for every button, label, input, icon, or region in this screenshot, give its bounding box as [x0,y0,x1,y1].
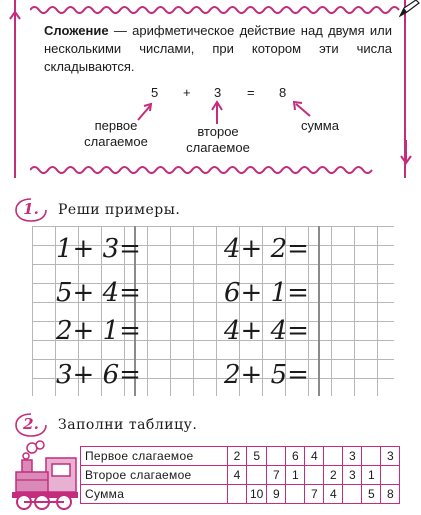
table-cell[interactable]: 7 [305,485,324,504]
label-first-addend: первое слагаемое [84,118,148,149]
task2-title: Заполни таблицу. [58,417,198,433]
table-cell[interactable]: 4 [305,447,324,466]
table-row-first-addend [81,447,400,466]
exercise-left-4: 3+ 6= [56,360,141,390]
task1-number: 1. [23,200,39,218]
table-cell[interactable] [267,447,286,466]
example-plus-sign: + [183,85,191,100]
table-cell[interactable]: 1 [286,466,305,485]
table-cell[interactable]: 7 [267,466,286,485]
example-equals-sign: = [247,85,255,100]
exercise-left-3: 2+ 1= [56,316,141,346]
table-cell[interactable] [247,466,267,485]
table-cell[interactable] [343,485,362,504]
table-cell[interactable]: 3 [381,447,400,466]
table-cell[interactable]: 8 [381,485,400,504]
arrow-down-icon [399,140,413,166]
table-cell[interactable]: 9 [267,485,286,504]
table-cell[interactable] [362,447,381,466]
definition-term: Сложение [44,23,109,38]
table-cell[interactable] [305,466,324,485]
table-row-second-addend [81,466,400,485]
table-cell[interactable] [381,466,400,485]
task2-number: 2. [23,415,39,433]
exercise-right-2: 6+ 1= [224,278,309,308]
row-label: Первое слагаемое [81,447,228,466]
table-cell[interactable]: 1 [362,466,381,485]
table-row-sum [81,485,400,504]
table-cell[interactable]: 5 [247,447,267,466]
fill-table [80,446,400,504]
table-cell[interactable]: 4 [324,485,343,504]
example-addend-1: 5 [151,85,159,100]
pencil-icon [398,0,420,18]
example-sum: 8 [279,85,287,100]
table-cell[interactable]: 2 [324,466,343,485]
table-cell[interactable] [324,447,343,466]
bottom-wavy-border [30,164,380,176]
label-second-addend: второе слагаемое [186,124,250,155]
example-addend-2: 3 [214,85,222,100]
exercise-right-4: 2+ 5= [224,360,309,390]
task1-title: Реши примеры. [58,202,181,218]
table-cell[interactable]: 4 [228,466,247,485]
table-cell[interactable] [286,485,305,504]
definition-text [44,22,392,76]
exercise-right-3: 4+ 4= [224,316,309,346]
table-cell[interactable]: 10 [247,485,267,504]
exercise-left-2: 5+ 4= [56,278,141,308]
train-icon [8,440,80,512]
top-wavy-border [30,4,400,16]
row-label: Второе слагаемое [81,466,228,485]
exercise-right-1: 4+ 2= [224,234,309,264]
label-sum: сумма [301,118,339,133]
grid-margin-line-right [318,226,320,396]
table-cell[interactable]: 3 [343,466,362,485]
arrow-up-icon [8,10,22,34]
table-cell[interactable]: 6 [286,447,305,466]
table-cell[interactable]: 3 [343,447,362,466]
definition-body: — арифметическое действие над двумя или несколькими числами, при котором эти числа складываются. [44,23,392,74]
table-cell[interactable]: 5 [362,485,381,504]
table-cell[interactable] [228,485,247,504]
table-cell[interactable]: 2 [228,447,247,466]
exercise-left-1: 1+ 3= [56,234,141,264]
row-label: Сумма [81,485,228,504]
